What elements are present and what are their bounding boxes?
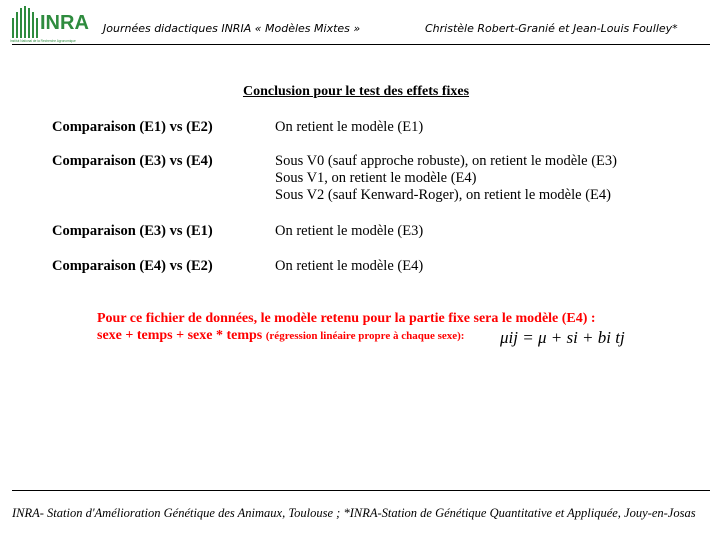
comparison-result: On retient le modèle (E1) (275, 119, 424, 135)
model-equation (500, 328, 625, 348)
slide-title: Conclusion pour le test des effets fixes (242, 84, 470, 99)
inra-logo (10, 4, 96, 44)
logo-tagline: Institut National de la Recherche Agronomique (10, 39, 76, 43)
comparison-label: Comparaison (E3) vs (E1) (52, 223, 213, 239)
comparison-result: Sous V0 (sauf approche robuste), on retient le modèle (E3) (275, 153, 617, 169)
logo-text: INRA (40, 12, 89, 34)
conclusion-text: Pour ce fichier de données, le modèle retenu pour la partie fixe sera le modèle (E4) : (97, 311, 596, 326)
comparison-result: Sous V1, on retient le modèle (E4) (275, 170, 477, 186)
comparison-label: Comparaison (E4) vs (E2) (52, 258, 213, 274)
conclusion-note: (régression linéaire propre à chaque sexe): (265, 330, 465, 342)
header-left-title: Journées didactiques INRIA « Modèles Mixtes » (103, 22, 361, 35)
comparison-label: Comparaison (E1) vs (E2) (52, 119, 213, 135)
comparison-result: Sous V2 (sauf Kenward-Roger), on retient le modèle (E4) (275, 187, 611, 203)
header-rule (12, 44, 710, 45)
inra-logo-graphic (10, 4, 96, 44)
comparison-result: On retient le modèle (E4) (275, 258, 424, 274)
conclusion-model: sexe + temps + sexe * temps (97, 328, 263, 343)
header-authors: Christèle Robert-Granié et Jean-Louis Foulley* (425, 22, 678, 35)
equation-text: μij = μ + si + bi tj (500, 328, 625, 347)
comparison-label: Comparaison (E3) vs (E4) (52, 153, 213, 169)
comparison-result: On retient le modèle (E3) (275, 223, 424, 239)
footer-affiliations: INRA- Station d'Amélioration Génétique des Animaux, Toulouse ; *INRA-Station de Génétique Quantitative et Appliquée, Jouy-en-Josas (12, 506, 696, 520)
footer-rule (12, 490, 710, 491)
